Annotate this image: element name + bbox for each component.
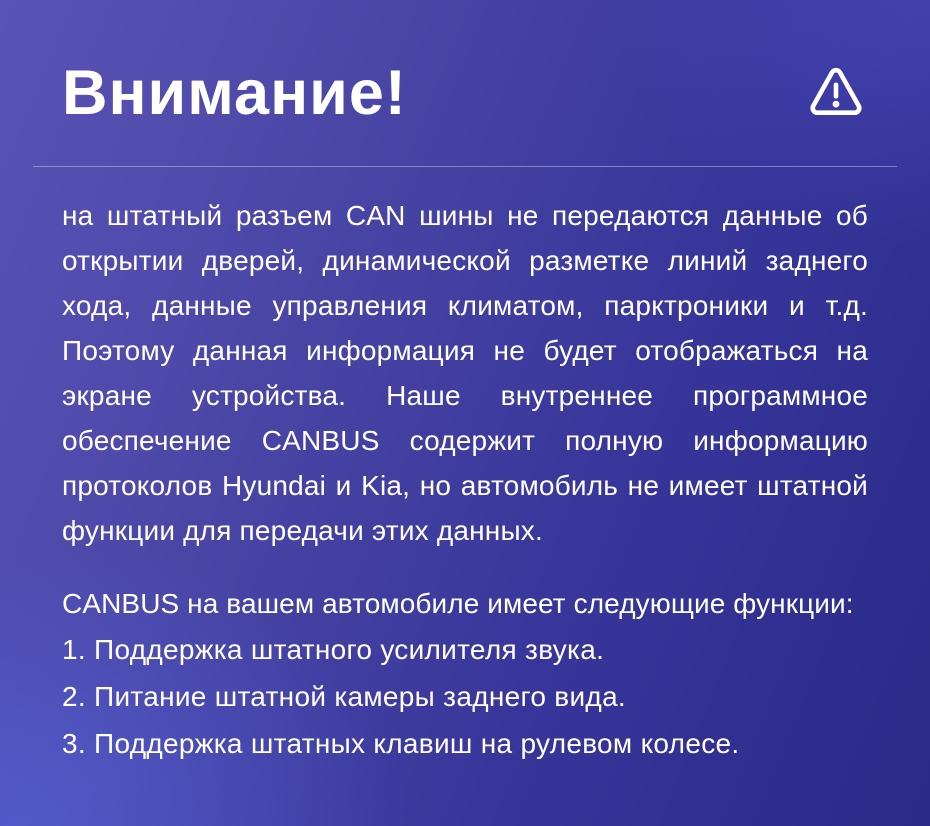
paragraph-line: открытии дверей, динамической разметке линий заднего xyxy=(62,245,868,276)
page-title: Внимание! xyxy=(62,58,407,128)
paragraph-line: хода, данные управления климатом, парктроники и т.д. xyxy=(62,290,868,321)
paragraph-line: экране устройства. Наше внутреннее программное xyxy=(62,380,868,411)
list-item: 1. Поддержка штатного усилителя звука. xyxy=(62,634,605,665)
paragraph-line: функции для передачи этих данных. xyxy=(62,515,543,546)
functions-intro: CANBUS на вашем автомобиле имеет следующие функции: xyxy=(62,588,854,619)
paragraph-line: протоколов Hyundai и Kia, но автомобиль не имеет штатной xyxy=(62,470,868,501)
paragraph-line: обеспечение CANBUS содержит полную информацию xyxy=(62,425,868,456)
paragraph-line: Поэтому данная информация не будет отображаться на xyxy=(62,335,868,366)
functions-list xyxy=(62,626,868,767)
warning-triangle-icon xyxy=(806,64,866,122)
paragraph-canbus-limitations xyxy=(62,193,868,553)
paragraph-line: на штатный разъем CAN шины не передаются данные об xyxy=(62,200,868,231)
header xyxy=(62,0,868,126)
divider-line xyxy=(33,166,897,167)
list-item: 2. Питание штатной камеры заднего вида. xyxy=(62,681,627,712)
list-item: 3. Поддержка штатных клавиш на рулевом колесе. xyxy=(62,728,740,759)
